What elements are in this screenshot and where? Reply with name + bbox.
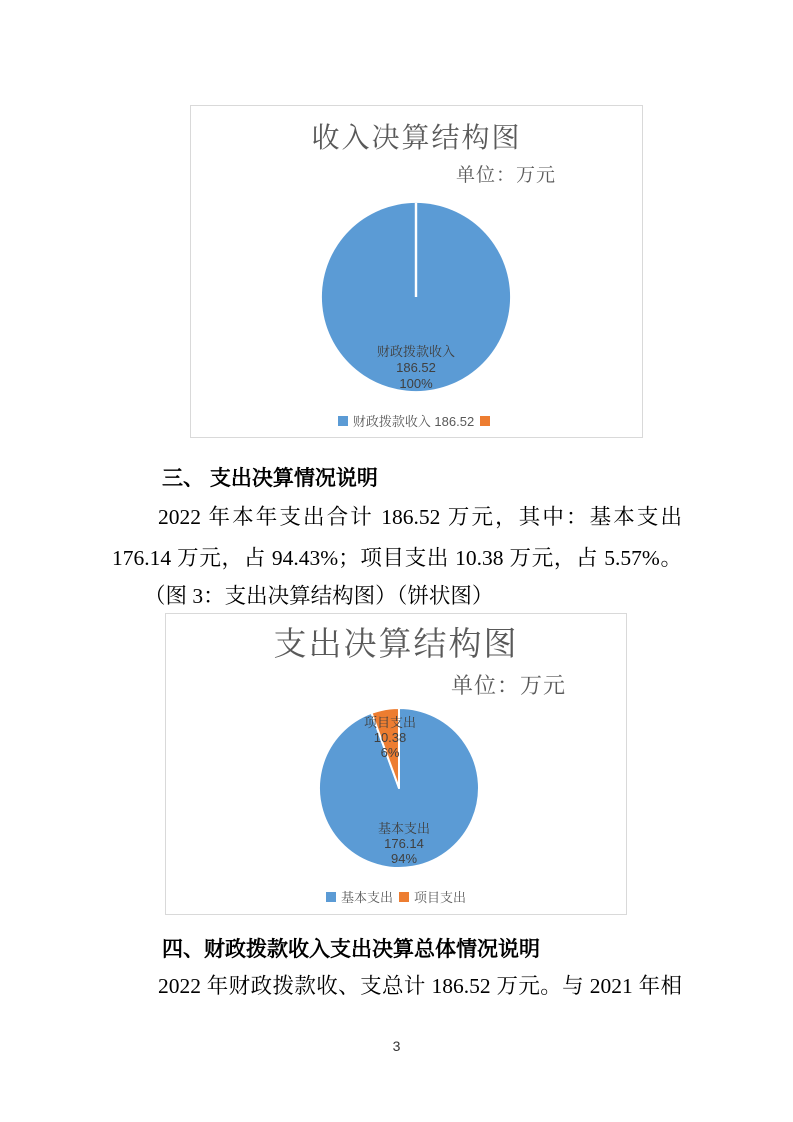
- legend-item-empty: [480, 416, 495, 426]
- income-pie-data-label: [336, 344, 496, 392]
- page-number: 3: [392, 1038, 401, 1054]
- expense-chart-legend: [166, 887, 626, 906]
- section-four-heading: 四、财政拨款收入支出决算总体情况说明: [162, 938, 540, 961]
- blue-legend-swatch-icon: [338, 416, 348, 426]
- project-label-value: 10.38: [373, 730, 407, 745]
- expense-chart-title: 支出决算结构图: [273, 625, 519, 662]
- income-label-value: 186.52: [396, 360, 436, 375]
- basic-label-name: 基本支出: [377, 821, 430, 836]
- expense-pie-chart: [165, 613, 627, 915]
- expenditure-paragraph-line1: 2022 年本年支出合计 186.52 万元，其中：基本支出: [158, 505, 682, 529]
- project-label-name: 项目支出: [363, 715, 416, 730]
- expense-basic-data-label: [334, 821, 474, 866]
- basic-label-value: 176.14: [384, 836, 424, 851]
- income-pie-chart: [190, 105, 643, 438]
- legend-item-project: [399, 887, 466, 906]
- expense-chart-unit-label: 单位：万元: [450, 673, 566, 698]
- legend-item-basic-label: 基本支出: [340, 890, 393, 905]
- basic-label-percent: 94%: [390, 851, 418, 866]
- expenditure-paragraph-line2: 176.14 万元，占 94.43%；项目支出 10.38 万元，占 5.57%。: [112, 546, 682, 570]
- blue-legend-swatch-icon: [326, 892, 336, 902]
- income-label-name: 财政拨款收入: [376, 344, 455, 359]
- expense-project-data-label: [320, 715, 460, 760]
- income-chart-legend: [191, 411, 642, 430]
- legend-item-project-label: 项目支出: [414, 890, 467, 905]
- income-label-percent: 100%: [399, 376, 433, 391]
- legend-item-income: [338, 411, 474, 430]
- figure-caption-line: （图 3：支出决算结构图）（饼状图）: [144, 584, 494, 608]
- fiscal-total-paragraph-line1: 2022 年财政拨款收、支总计 186.52 万元。与 2021 年相: [158, 974, 682, 998]
- income-chart-title: 收入决算结构图: [311, 122, 522, 153]
- section-three-heading: 三、 支出决算情况说明: [162, 467, 378, 490]
- legend-item-income-label: 财政拨款收入 186.52: [352, 414, 475, 429]
- orange-legend-swatch-icon: [480, 416, 490, 426]
- legend-item-basic: [326, 887, 393, 906]
- project-label-percent: 6%: [380, 745, 400, 760]
- orange-legend-swatch-icon: [399, 892, 409, 902]
- income-chart-unit-label: 单位：万元: [455, 165, 556, 186]
